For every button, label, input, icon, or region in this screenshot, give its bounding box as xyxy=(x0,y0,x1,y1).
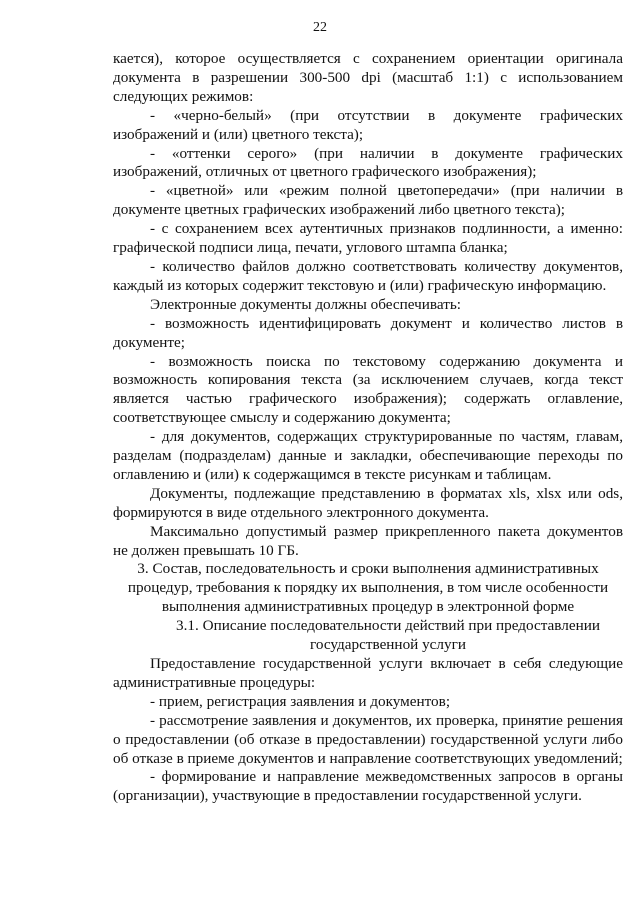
subsection-heading: 3.1. Описание последовательности действий при предоставлении государственной услуги xyxy=(176,617,600,654)
list-item-authenticity: - с сохранением всех аутентичных признаков подлинности, а именно: графической подписи лица, печати, углового штампа бланка; xyxy=(113,220,623,257)
list-item-grayscale-mode: - «оттенки серого» (при наличии в документе графических изображений, отличных от цветного графического изображения); xyxy=(113,144,623,181)
list-item-color-mode: - «цветной» или «режим полной цветопередачи» (при наличии в документе цветных графических изображений либо цветного текста); xyxy=(113,182,623,219)
list-item-identify: - возможность идентифицировать документ и количество листов в документе; xyxy=(113,314,623,351)
document-body xyxy=(113,50,623,806)
list-item-review: - рассмотрение заявления и документов, их проверка, принятие решения о предоставлении (об отказе в предоставлении) государственной услуги либо об отказе в приеме документов и направление соответствующих уведомлений; xyxy=(113,711,623,767)
list-item-requests: - формирование и направление межведомственных запросов в органы (организации), участвующие в предоставлении государственной услуги. xyxy=(113,768,623,805)
list-item-search: - возможность поиска по текстовому содержанию документа и возможность копирования текста (за исключением случаев, когда текст является частью графического изображения); содержать оглавление, соответствующее смыслу и содержанию документа; xyxy=(113,352,623,427)
section-heading: 3. Состав, последовательность и сроки выполнения административных процедур, требования к порядку их выполнения, в том числе особенности выполнения административных процедур в электронной форме xyxy=(127,560,609,616)
paragraph-procedures-intro: Предоставление государственной услуги включает в себя следующие административные процедуры: xyxy=(113,655,623,691)
paragraph-continuation: кается), которое осуществляется с сохранением ориентации оригинала документа в разрешении 300-500 dpi (масштаб 1:1) с использованием следующих режимов: xyxy=(113,50,623,105)
paragraph-edocs-intro: Электронные документы должны обеспечивать: xyxy=(150,295,461,313)
list-item-bw-mode: - «черно-белый» (при отсутствии в документе графических изображений и (или) цветного текста); xyxy=(113,106,623,143)
paragraph-formats: Документы, подлежащие представлению в форматах xls, xlsx или ods, формируются в виде отдельного электронного документа. xyxy=(113,484,623,521)
page-number: 22 xyxy=(313,20,327,35)
paragraph-max-size: Максимально допустимый размер прикрепленного пакета документов не должен превышать 10 ГБ. xyxy=(113,522,623,559)
list-item-structured: - для документов, содержащих структурированные по частям, главам, разделам (подразделам) данные и закладки, обеспечивающие переходы по оглавлению и (или) к содержащимся в тексте рисункам и таблицам. xyxy=(113,428,623,483)
list-item-file-count: - количество файлов должно соответствовать количеству документов, каждый из которых содержит текстовую и (или) графическую информацию. xyxy=(113,257,623,294)
list-item-reception: - прием, регистрация заявления и документов; xyxy=(150,692,451,710)
